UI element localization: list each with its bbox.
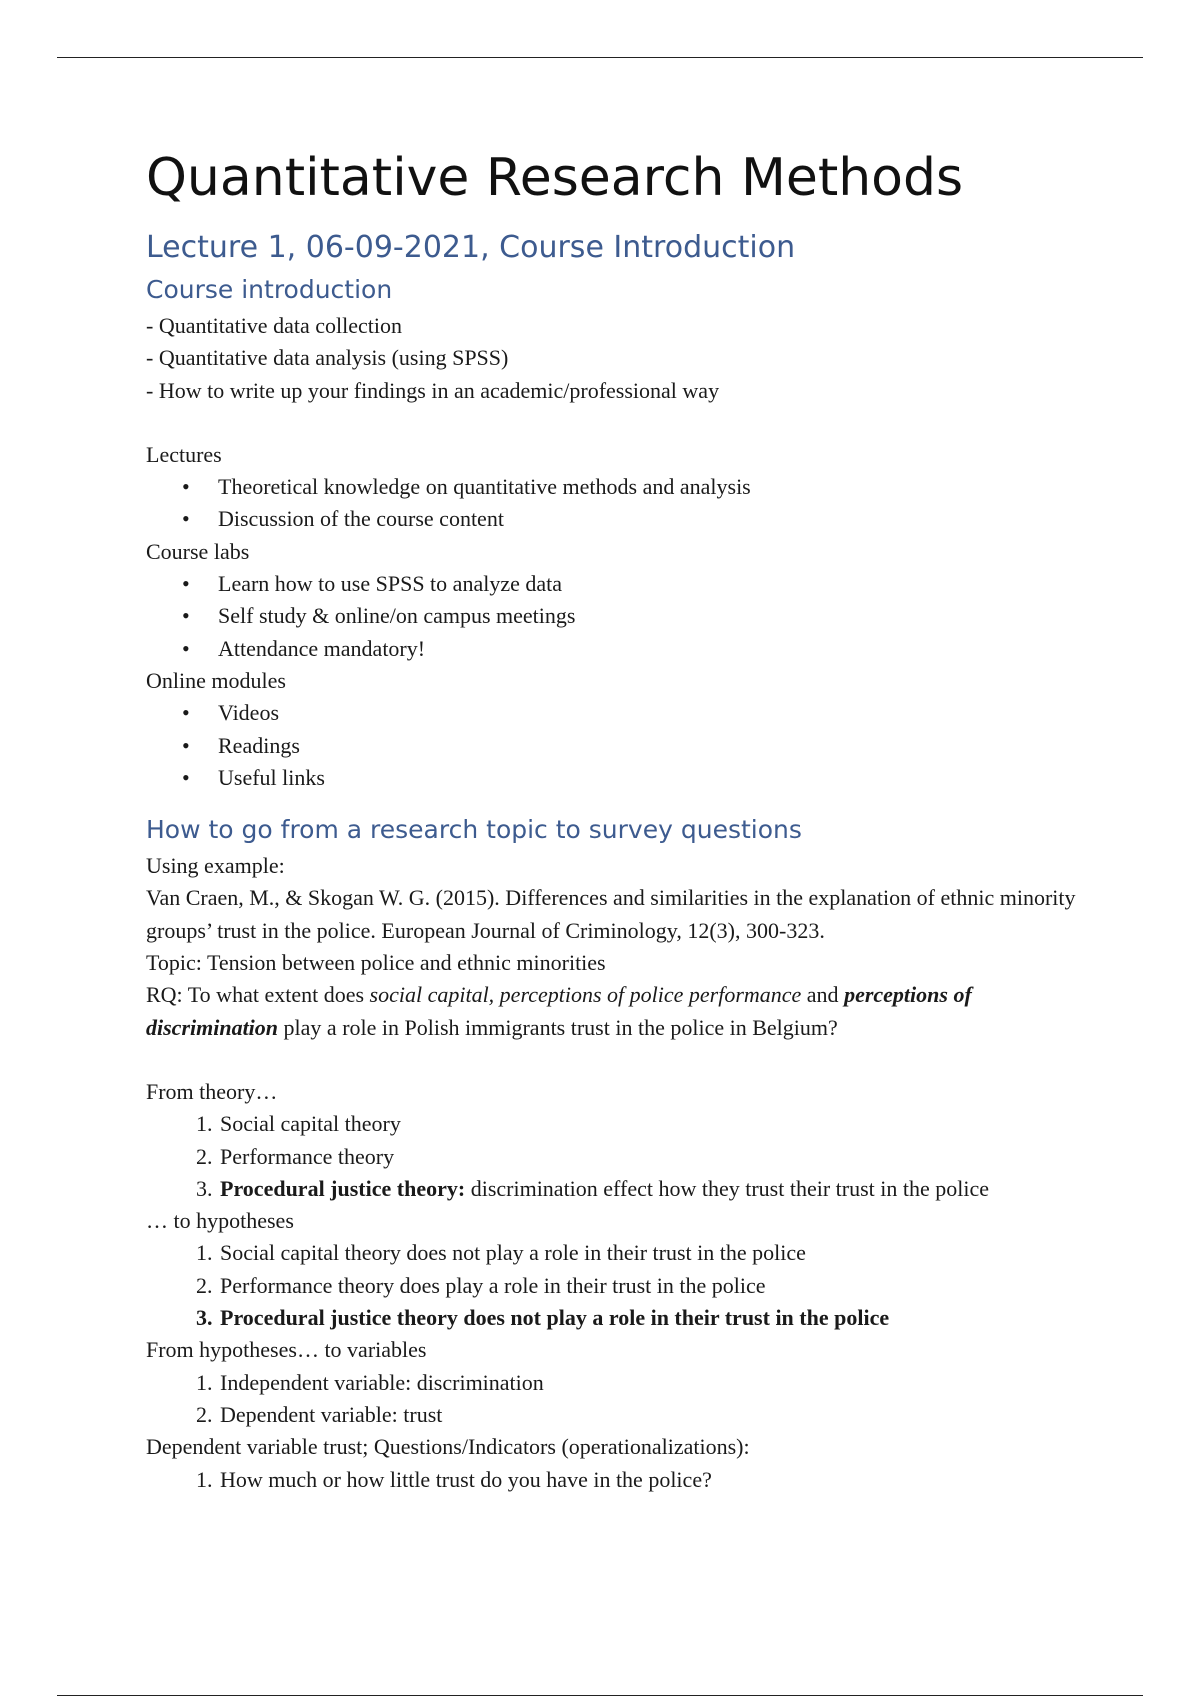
section-heading-research-topic: How to go from a research topic to survey questions [146, 815, 802, 845]
dependent-line: Dependent variable trust; Questions/Indicators (operationalizations): [146, 1434, 750, 1460]
lectures-list [146, 471, 1076, 536]
list-item: • Learn how to use SPSS to analyze data [218, 568, 1076, 600]
rq-prefix: RQ: To what extent does [146, 982, 370, 1008]
questions-list [146, 1464, 1076, 1496]
course-labs-list [146, 568, 1076, 665]
citation: Van Craen, M., & Skogan W. G. (2015). Differences and similarities in the explanation of ethnic minority groups’ trust in the police. European Journal of Criminology, 12(3), 300-323. [146, 885, 1076, 943]
rq-bold-italic: perceptions of discrimination [146, 982, 972, 1040]
spacer [146, 407, 1076, 439]
variables-list [146, 1367, 1076, 1432]
spacer [146, 1044, 1076, 1076]
intro-line: - Quantitative data analysis (using SPSS) [146, 345, 509, 371]
intro-line: - How to write up your findings in an academic/professional way [146, 377, 720, 403]
group-label-online-modules: Online modules [146, 667, 286, 693]
list-item: 2. Dependent variable: trust [218, 1399, 1076, 1431]
bottom-rule [57, 1695, 1143, 1696]
list-item: • Readings [218, 730, 1076, 762]
top-rule [57, 57, 1143, 58]
theory-rest: discrimination effect how they trust their trust in the police [465, 1175, 990, 1201]
hypotheses-list [146, 1237, 1076, 1334]
rq-italic: social capital, perceptions of police performance [369, 982, 802, 1008]
topic-line: Topic: Tension between police and ethnic minorities [146, 950, 606, 976]
list-item: 1. How much or how little trust do you have in the police? [218, 1464, 1076, 1496]
list-item: • Theoretical knowledge on quantitative methods and analysis [218, 471, 1076, 503]
list-item [218, 1173, 1076, 1205]
list-item: 1. Social capital theory [218, 1108, 1076, 1140]
rq-suffix: play a role in Polish immigrants trust in the police in Belgium? [278, 1014, 838, 1040]
from-theory: From theory… [146, 1078, 278, 1104]
theory-bold: Procedural justice theory: [220, 1175, 466, 1201]
list-item: • Videos [218, 697, 1076, 729]
list-item: 1. Social capital theory does not play a role in their trust in the police [218, 1237, 1076, 1269]
group-label-course-labs: Course labs [146, 538, 250, 564]
online-modules-list [146, 697, 1076, 794]
research-question [146, 979, 1076, 1044]
intro-line: - Quantitative data collection [146, 313, 402, 338]
list-item: • Self study & online/on campus meetings [218, 600, 1076, 632]
lecture-heading: Lecture 1, 06-09-2021, Course Introduction [146, 230, 796, 265]
list-item: 2. Performance theory does play a role in their trust in the police [218, 1270, 1076, 1302]
list-item: • Attendance mandatory! [218, 633, 1076, 665]
using-example: Using example: [146, 853, 285, 879]
document-page [146, 140, 1076, 1496]
rq-middle: and [801, 982, 845, 1008]
to-hypotheses: … to hypotheses [146, 1208, 294, 1234]
list-item: 1. Independent variable: discrimination [218, 1367, 1076, 1399]
theories-list [146, 1108, 1076, 1205]
list-item: • Useful links [218, 762, 1076, 794]
from-hypotheses: From hypotheses… to variables [146, 1337, 427, 1363]
section-heading-course-introduction: Course introduction [146, 275, 393, 304]
list-item: 3. Procedural justice theory does not play a role in their trust in the police [218, 1302, 1076, 1334]
group-label-lectures: Lectures [146, 441, 222, 467]
list-item: 2. Performance theory [218, 1141, 1076, 1173]
list-item: • Discussion of the course content [218, 503, 1076, 535]
document-title: Quantitative Research Methods [146, 148, 964, 208]
